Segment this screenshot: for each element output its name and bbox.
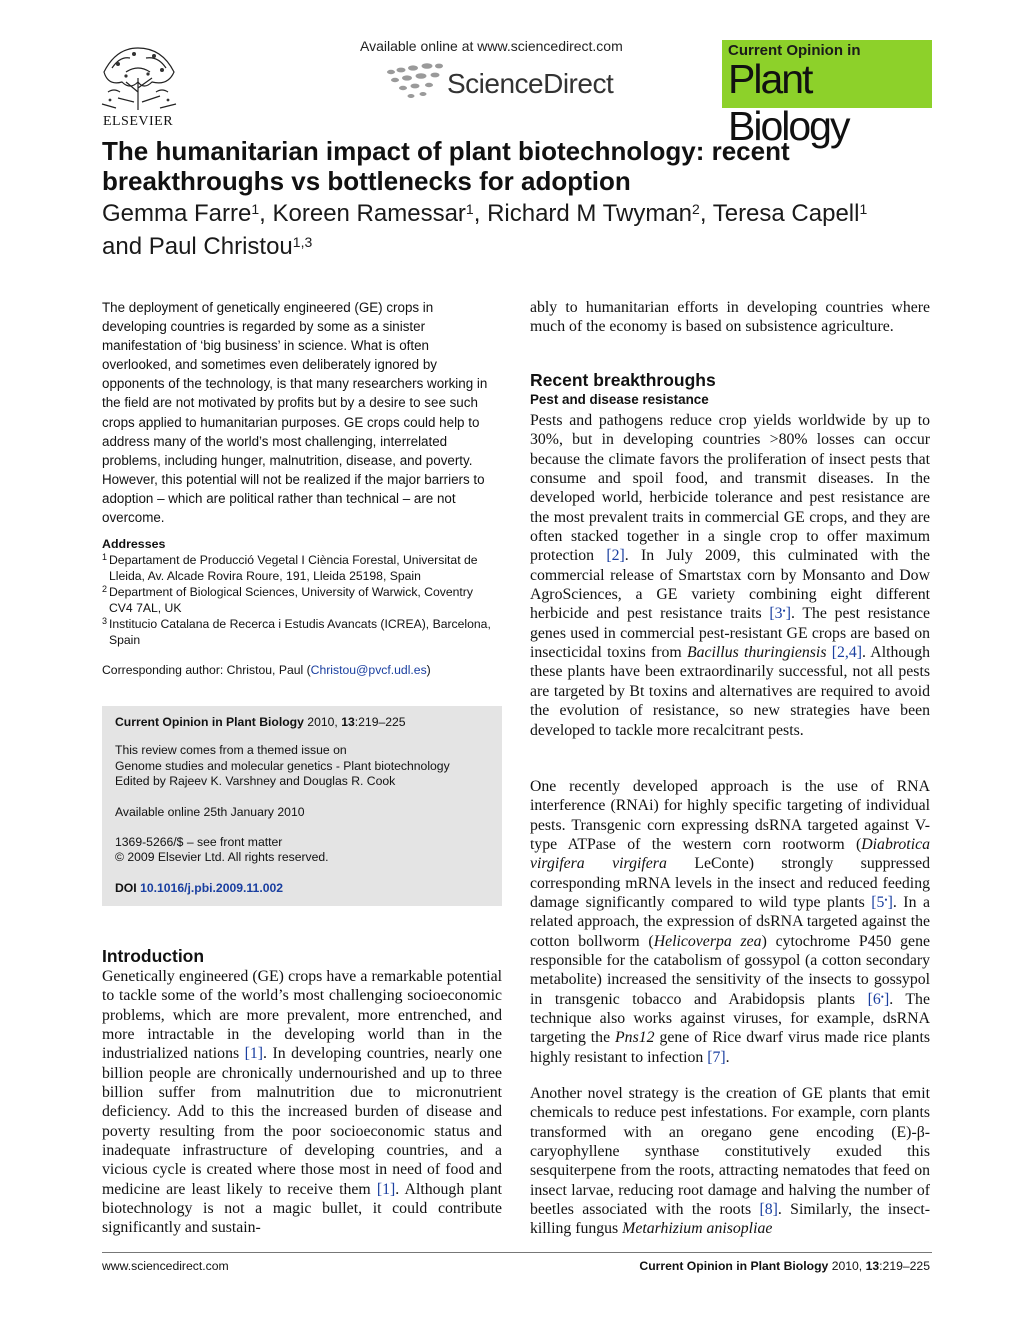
text-run: Pests and pathogens reduce crop yields worldwide by up to 30%, but in developing countries >80% losses can occur because the climate favors the proliferation of insect pests that consume and spoil food, and transmit diseases. In the developed world, herbicide tolerance and pest resistance are the most prevalent traits in commercial GE crops, and they are often stacked together in a single crop to offer maximum protection bbox=[530, 412, 930, 565]
gene-name: Pns12 bbox=[615, 1029, 655, 1047]
novel-strategy-paragraph bbox=[530, 1084, 930, 1239]
author-affiliation: 2 bbox=[692, 201, 700, 217]
author-name: Richard M Twyman bbox=[487, 200, 693, 227]
elsevier-tree-icon bbox=[96, 42, 180, 112]
journal-logo-line2: Plant Biology bbox=[728, 56, 849, 149]
text-run: ) cytochrome P450 gene responsible for the catabolism of gossypol (a cotton secondary metabolite) increased the sensitivity of the insects to gossypol in transgenic tobacco and Arabidopsis plants bbox=[530, 932, 930, 1008]
theme-line-2: Genome studies and molecular genetics - Plant biotechnology bbox=[115, 759, 450, 773]
citation-year: 2010, bbox=[303, 715, 342, 729]
text-run: . In July 2009, this culminated with the commercial release of Smartstax corn by Monsanto and Dow AgroSciences, a GE variety combining eight different herbicide and pest resistance traits bbox=[530, 547, 930, 623]
reference-link[interactable]: [1] bbox=[376, 1180, 396, 1198]
author-name: Teresa Capell bbox=[712, 200, 860, 227]
theme-line-1: This review comes from a themed issue on bbox=[115, 743, 347, 757]
reference-link[interactable] bbox=[769, 605, 791, 622]
continuation-paragraph: ably to humanitarian efforts in developing countries where much of the economy is based on subsistence agriculture. bbox=[530, 299, 930, 336]
copyright-text: 2009 Elsevier Ltd. All rights reserved. bbox=[127, 850, 329, 864]
reference-link[interactable]: [1] bbox=[244, 1045, 264, 1063]
author-affiliation: 1 bbox=[251, 201, 260, 217]
author-separator: , bbox=[473, 200, 488, 227]
author-separator: , bbox=[259, 200, 273, 227]
footer-divider bbox=[102, 1252, 932, 1253]
author-name: Koreen Ramessar bbox=[272, 200, 466, 227]
text-run: Genetically engineered (GE) crops have a remarkable potential to tackle some of the world’s most challenging socioeconomic problems, which are more prevalent, more entrenched, and more intractable in the developing world than in the industrialized nations bbox=[102, 968, 502, 1063]
species-name: Metarhizium anisopliae bbox=[622, 1220, 773, 1238]
citation-journal: Current Opinion in Plant Biology bbox=[115, 715, 304, 729]
text-run: . bbox=[725, 1048, 730, 1066]
reference-text: [6 bbox=[867, 990, 881, 1008]
doi-link[interactable]: 10.1016/j.pbi.2009.11.002 bbox=[140, 881, 284, 895]
address-number: 1 bbox=[102, 552, 108, 562]
text-run: gene of Rice dwarf virus made rice plants highly resistant to infection bbox=[530, 1029, 930, 1066]
theme-line-3: Edited by Rajeev K. Varshney and Douglas R. Cook bbox=[115, 774, 396, 788]
author-list bbox=[102, 197, 932, 263]
reference-close: ] bbox=[883, 990, 890, 1008]
address-text: Departament de Producció Vegetal I Ciència Forestal, Universitat de Lleida, Av. Alcade Rovira Roure, 191, Lleida 25198, Spain bbox=[109, 553, 478, 583]
reference-link[interactable]: [2] bbox=[606, 547, 625, 565]
text-run: . The pest resistance genes used in commercial pest-resistant GE crops are based on insecticidal toxins from bbox=[530, 605, 931, 662]
addresses bbox=[102, 536, 498, 648]
citation-pages: :219–225 bbox=[354, 715, 406, 729]
corresponding-close: ) bbox=[426, 663, 431, 677]
issn-line: 1369-5266/$ – see front matter bbox=[115, 835, 283, 849]
text-run: . Although these plants have been extraordinarily successful, not all pests are targeted by Bt toxins and alternatives are required to avoid the evolution of resistance, so new strategies have been developed to tackle more recalcitrant pests. bbox=[530, 644, 930, 739]
footer-year: 2010, bbox=[828, 1259, 866, 1273]
available-online-text: Available online at www.sciencedirect.com bbox=[360, 38, 623, 54]
text-run: LeConte) strongly suppressed corresponding mRNA levels in the insect and reduced feeding damage significantly compared to wild type plants bbox=[530, 855, 930, 912]
address-text: Institucio Catalana de Recerca i Estudis Avancats (ICREA), Barcelona, Spain bbox=[109, 617, 491, 647]
abstract: The deployment of genetically engineered (GE) crops in developing countries is regarded by some as a sinister manifestation of ‘big business’ in science. What is often overlooked, and sometimes even deliberately ignored by opponents of the technology, is that many researchers working in the field are not motivated by profits but by a desire to see such crops applied to humanitarian purposes. GE crops could help to address many of the world’s most challenging, interrelated problems, including hunger, malnutrition, disease, and poverty. However, this potential will not be realized if the major barriers to adoption – which are political rather than technical – are not overcome. bbox=[102, 300, 488, 526]
reference-text: [3 bbox=[769, 605, 783, 623]
reference-close: ] bbox=[785, 605, 791, 623]
reference-link[interactable]: [8] bbox=[759, 1201, 778, 1219]
bullet-marker: • bbox=[880, 991, 884, 1002]
recent-breakthroughs-heading: Recent breakthroughs bbox=[530, 370, 716, 390]
footer-citation bbox=[639, 1259, 930, 1273]
paper-title: The humanitarian impact of plant biotechnology: recent breakthroughs vs bottlenecks for adoption bbox=[102, 136, 790, 196]
copyright-line bbox=[115, 849, 495, 865]
available-date: Available online 25th January 2010 bbox=[115, 805, 305, 819]
species-name: Diabrotica virgifera virgifera bbox=[530, 836, 930, 873]
doi-line bbox=[115, 880, 495, 896]
introduction-paragraph bbox=[102, 967, 502, 1238]
journal-logo-line1: Current Opinion in bbox=[728, 42, 861, 59]
sciencedirect-dots-icon bbox=[385, 60, 445, 100]
corresponding-author bbox=[102, 662, 498, 678]
address-number: 2 bbox=[102, 584, 108, 594]
author-affiliation: 1 bbox=[465, 201, 474, 217]
footer-journal: Current Opinion in Plant Biology bbox=[639, 1259, 829, 1273]
species-name: Bacillus thuringiensis bbox=[686, 644, 827, 662]
reference-link[interactable] bbox=[868, 991, 890, 1008]
author-affiliation: 1 bbox=[859, 201, 868, 217]
address-text: Department of Biological Sciences, University of Warwick, Coventry CV4 7AL, UK bbox=[109, 585, 473, 615]
copyright-icon: © bbox=[115, 850, 124, 864]
author-name: Gemma Farre bbox=[102, 200, 252, 227]
address-item bbox=[102, 616, 498, 648]
corresponding-label: Corresponding author: Christou, Paul ( bbox=[102, 663, 311, 677]
publisher-name: ELSEVIER bbox=[102, 114, 174, 129]
corresponding-email-link[interactable]: Christou@pvcf.udl.es bbox=[310, 663, 427, 677]
journal-logo bbox=[722, 40, 932, 149]
citation-line bbox=[115, 714, 495, 730]
reference-text: [5 bbox=[871, 894, 885, 912]
address-number: 3 bbox=[102, 616, 108, 626]
author-name: and Paul Christou bbox=[102, 233, 293, 260]
species-name: Helicoverpa zea bbox=[653, 932, 762, 950]
text-run: . In a related approach, the expression of dsRNA targeted against the cotton bollworm ( bbox=[530, 894, 930, 950]
author-separator: , bbox=[699, 200, 713, 227]
text-run: . The technique also works against viruses, for example, dsRNA targeting the bbox=[530, 990, 930, 1047]
reference-link[interactable] bbox=[871, 894, 893, 911]
sciencedirect-wordmark: ScienceDirect bbox=[447, 68, 614, 99]
elsevier-logo bbox=[96, 42, 180, 128]
reference-close: ] bbox=[887, 894, 893, 912]
rnai-paragraph bbox=[530, 777, 930, 1067]
text-run: One recently developed approach is the use of RNA interference (RNAi) for highly specific targeting of individual pests. Transgenic corn expressing dsRNA targeted against V-type ATPase of the western corn rootworm ( bbox=[530, 778, 930, 854]
pests-paragraph bbox=[530, 411, 930, 740]
pest-disease-subheading: Pest and disease resistance bbox=[530, 392, 709, 407]
text-run: Another novel strategy is the creation of GE plants that emit chemicals to reduce pest infestations. For example, corn plants transformed with an oregano gene encoding (E)-β-caryophyllene synthase constitutively exuded this sesquiterpene from the roots, attracting nematodes that feed on insect larvae, reducing root damage and halving the number of beetles associated with the roots bbox=[530, 1085, 930, 1219]
sciencedirect-logo bbox=[385, 58, 625, 102]
text-run: . In developing countries, nearly one billion people are chronically undernourished and up to three billion suffer from malnutrition due to micronutrient deficiency. Add to this the increased burden of disease and poverty resulting from the poor socioeconomic status and inadequate infrastructure of developing countries, and a vicious cycle is created where those most in need of food and medicine are least likely to receive them bbox=[102, 1045, 502, 1198]
bullet-marker: • bbox=[782, 606, 786, 617]
author-affiliation: 1,3 bbox=[292, 234, 313, 250]
citation-volume: 13 bbox=[341, 715, 355, 729]
article-info-box bbox=[102, 706, 502, 906]
footer-pages: :219–225 bbox=[879, 1259, 930, 1273]
address-item bbox=[102, 584, 498, 616]
addresses-heading: Addresses bbox=[102, 537, 166, 551]
reference-link[interactable]: [7] bbox=[707, 1048, 726, 1066]
text-run: . Similarly, the insect-killing fungus bbox=[530, 1201, 930, 1238]
reference-link[interactable]: [2,4] bbox=[831, 644, 862, 662]
address-item bbox=[102, 552, 498, 584]
footer-volume: 13 bbox=[865, 1259, 880, 1273]
doi-label: DOI bbox=[115, 881, 137, 895]
introduction-heading: Introduction bbox=[102, 946, 205, 966]
bullet-marker: • bbox=[884, 895, 888, 906]
footer-website: www.sciencedirect.com bbox=[102, 1259, 229, 1273]
text-run: . Although plant biotechnology is not a magic bullet, it could contribute significantly and sustain- bbox=[102, 1180, 502, 1237]
